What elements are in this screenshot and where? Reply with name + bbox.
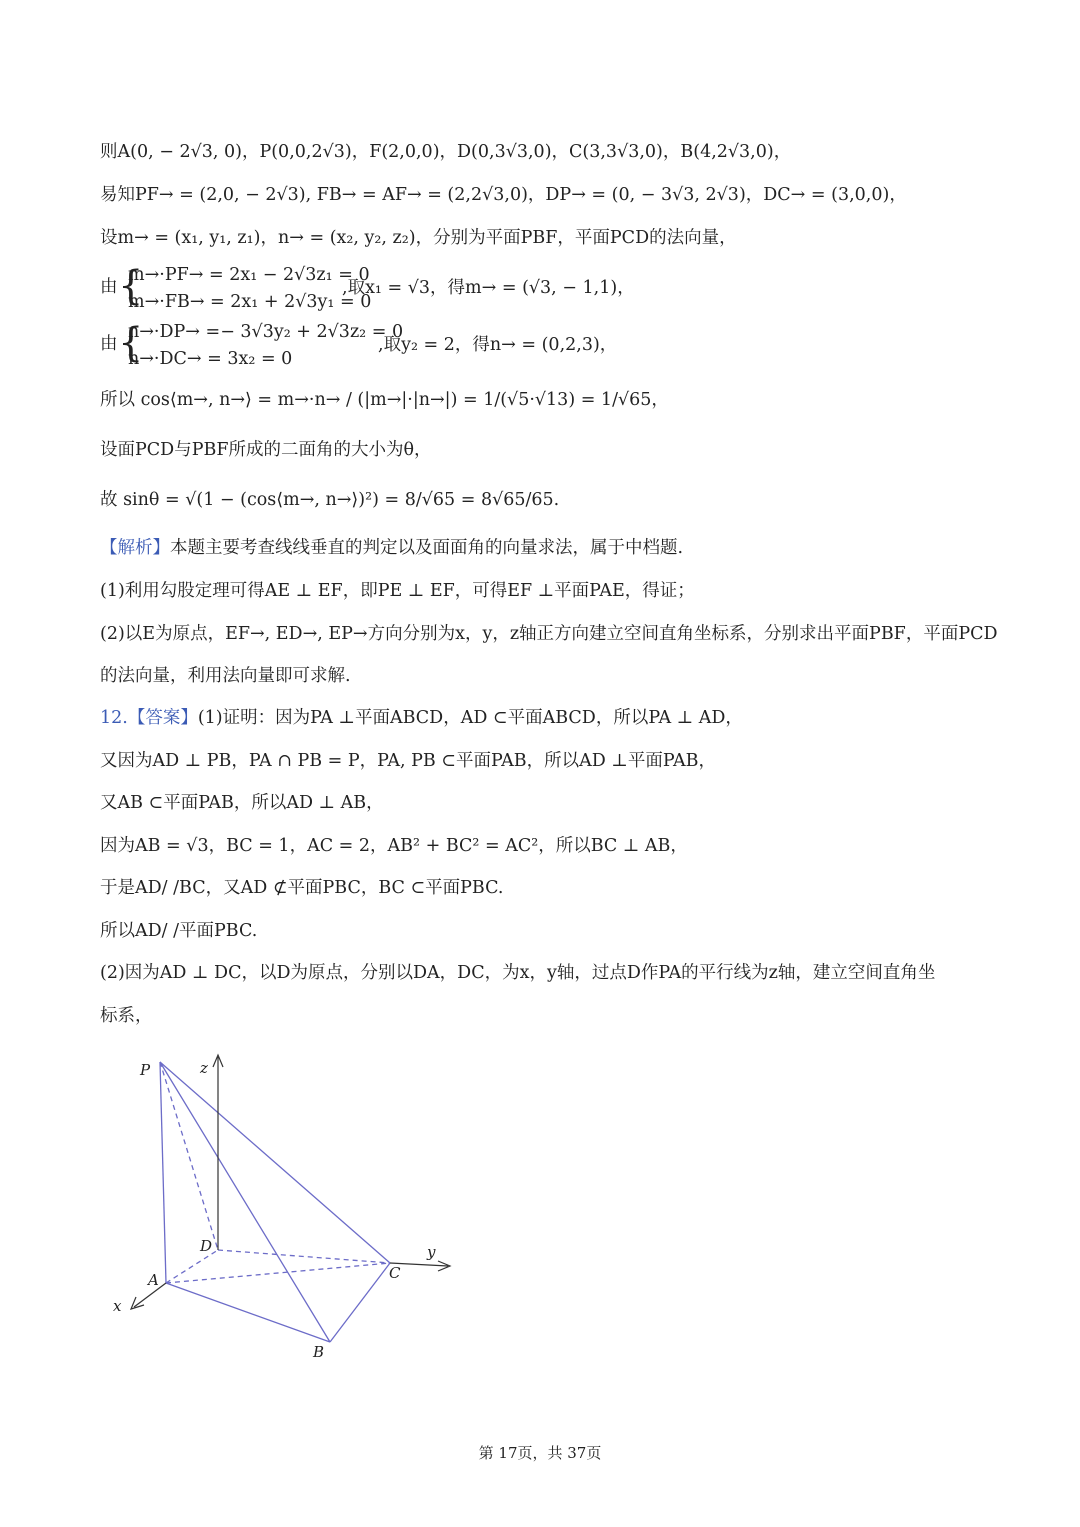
label-P: P (140, 1061, 151, 1079)
vectors-line: 易知PF→ = (2,0, − 2√3), FB→ = AF→ = (2,2√3,0)，DP→ = (0, − 3√3, 2√3)，DC→ = (3,0,0)， (100, 185, 907, 205)
x-axis-arrow (131, 1297, 144, 1309)
answer-12-text: (1)证明：因为PA ⊥平面ABCD，AD ⊂平面ABCD，所以PA ⊥ AD， (197, 708, 743, 728)
system1-brace: { (118, 263, 144, 309)
proof-line-6: 所以AD/ /平面PBC. (100, 921, 258, 941)
system1-suffix: ,取x₁ = √3，得m→ = (√3, − 1,1)， (342, 278, 635, 298)
proof-line-4: 因为AB = √3，BC = 1，AC = 2，AB² + BC² = AC²，所以BC ⊥ AB， (100, 836, 688, 856)
pyramid-figure (100, 1045, 470, 1365)
edge-PA (160, 1062, 166, 1283)
label-B: B (313, 1343, 325, 1361)
edge-PD (160, 1062, 218, 1250)
analysis-step2: (2)以E为原点，EF→, ED→, EP→方向分别为x，y，z轴正方向建立空间直角坐标系，分别求出平面PBF，平面PCD (100, 624, 998, 644)
edge-PB (160, 1062, 330, 1342)
analysis-text: 本题主要考查线线垂直的判定以及面面角的向量求法，属于中档题. (170, 538, 684, 558)
system2-suffix: ,取y₂ = 2，得n→ = (0,2,3)， (378, 335, 618, 355)
label-x: x (113, 1297, 122, 1315)
part2-line-2: 标系， (100, 1006, 153, 1026)
system2-eq1: n→·DP→ =− 3√3y₂ + 2√3z₂ = 0 (128, 322, 404, 342)
system2-brace: { (118, 320, 144, 366)
label-A: A (148, 1271, 159, 1289)
label-D: D (200, 1237, 213, 1255)
part2-line-1: (2)因为AD ⊥ DC，以D为原点，分别以DA，DC，为x，y轴，过点D作PA的平行线为z轴，建立空间直角坐 (100, 963, 936, 983)
cosine-line: 所以 cos⟨m→, n→⟩ = m→·n→ / (|m→|·|n→|) = 1/(√5·√13) = 1/√65， (100, 390, 669, 410)
answer-12-tag: 12.【答案】 (100, 708, 198, 728)
edge-DC (218, 1250, 390, 1263)
label-C: C (389, 1264, 401, 1282)
proof-line-5: 于是AD/ /BC，又AD ⊄平面PBC，BC ⊂平面PBC. (100, 878, 504, 898)
angle-definition-line: 设面PCD与PBF所成的二面角的大小为θ， (100, 440, 432, 460)
proof-line-3: 又AB ⊂平面PAB，所以AD ⊥ AB， (100, 793, 384, 813)
normal-vectors-line: 设m→ = (x₁, y₁, z₁)，n→ = (x₂, y₂, z₂)，分别为平面PBF，平面PCD的法向量， (100, 228, 737, 248)
edge-BC (330, 1263, 390, 1342)
analysis-step2-cont: 的法向量，利用法向量即可求解. (100, 666, 351, 686)
edge-PC (160, 1062, 390, 1263)
analysis-step1: (1)利用勾股定理可得AE ⊥ EF，即PE ⊥ EF，可得EF ⊥平面PAE，得证； (100, 581, 695, 601)
answer-12-line (100, 706, 743, 730)
system2-prefix: 由 (100, 334, 118, 354)
proof-line-2: 又因为AD ⊥ PB，PA ∩ PB = P，PA, PB ⊂平面PAB，所以AD ⊥平面PAB， (100, 751, 716, 771)
edge-AB (166, 1283, 330, 1342)
system1-eq1: m→·PF→ = 2x₁ − 2√3z₁ = 0 (128, 265, 370, 285)
analysis-line (100, 536, 683, 560)
sine-result-line: 故 sinθ = √(1 − (cos⟨m→, n→⟩)²) = 8/√65 = 8√65/65. (100, 490, 560, 510)
label-z: z (200, 1059, 208, 1077)
system1-eq2: m→·FB→ = 2x₁ + 2√3y₁ = 0 (128, 292, 372, 312)
system1-prefix: 由 (100, 277, 118, 297)
analysis-tag: 【解析】 (100, 538, 170, 558)
label-y: y (427, 1243, 436, 1261)
page-footer: 第 17页，共 37页 (478, 1444, 602, 1462)
edge-AC (166, 1263, 390, 1283)
coordinates-line: 则A(0, − 2√3, 0)，P(0,0,2√3)，F(2,0,0)，D(0,3√3,0)，C(3,3√3,0)，B(4,2√3,0)， (100, 142, 792, 162)
system2-eq2: n→·DC→ = 3x₂ = 0 (128, 349, 293, 369)
